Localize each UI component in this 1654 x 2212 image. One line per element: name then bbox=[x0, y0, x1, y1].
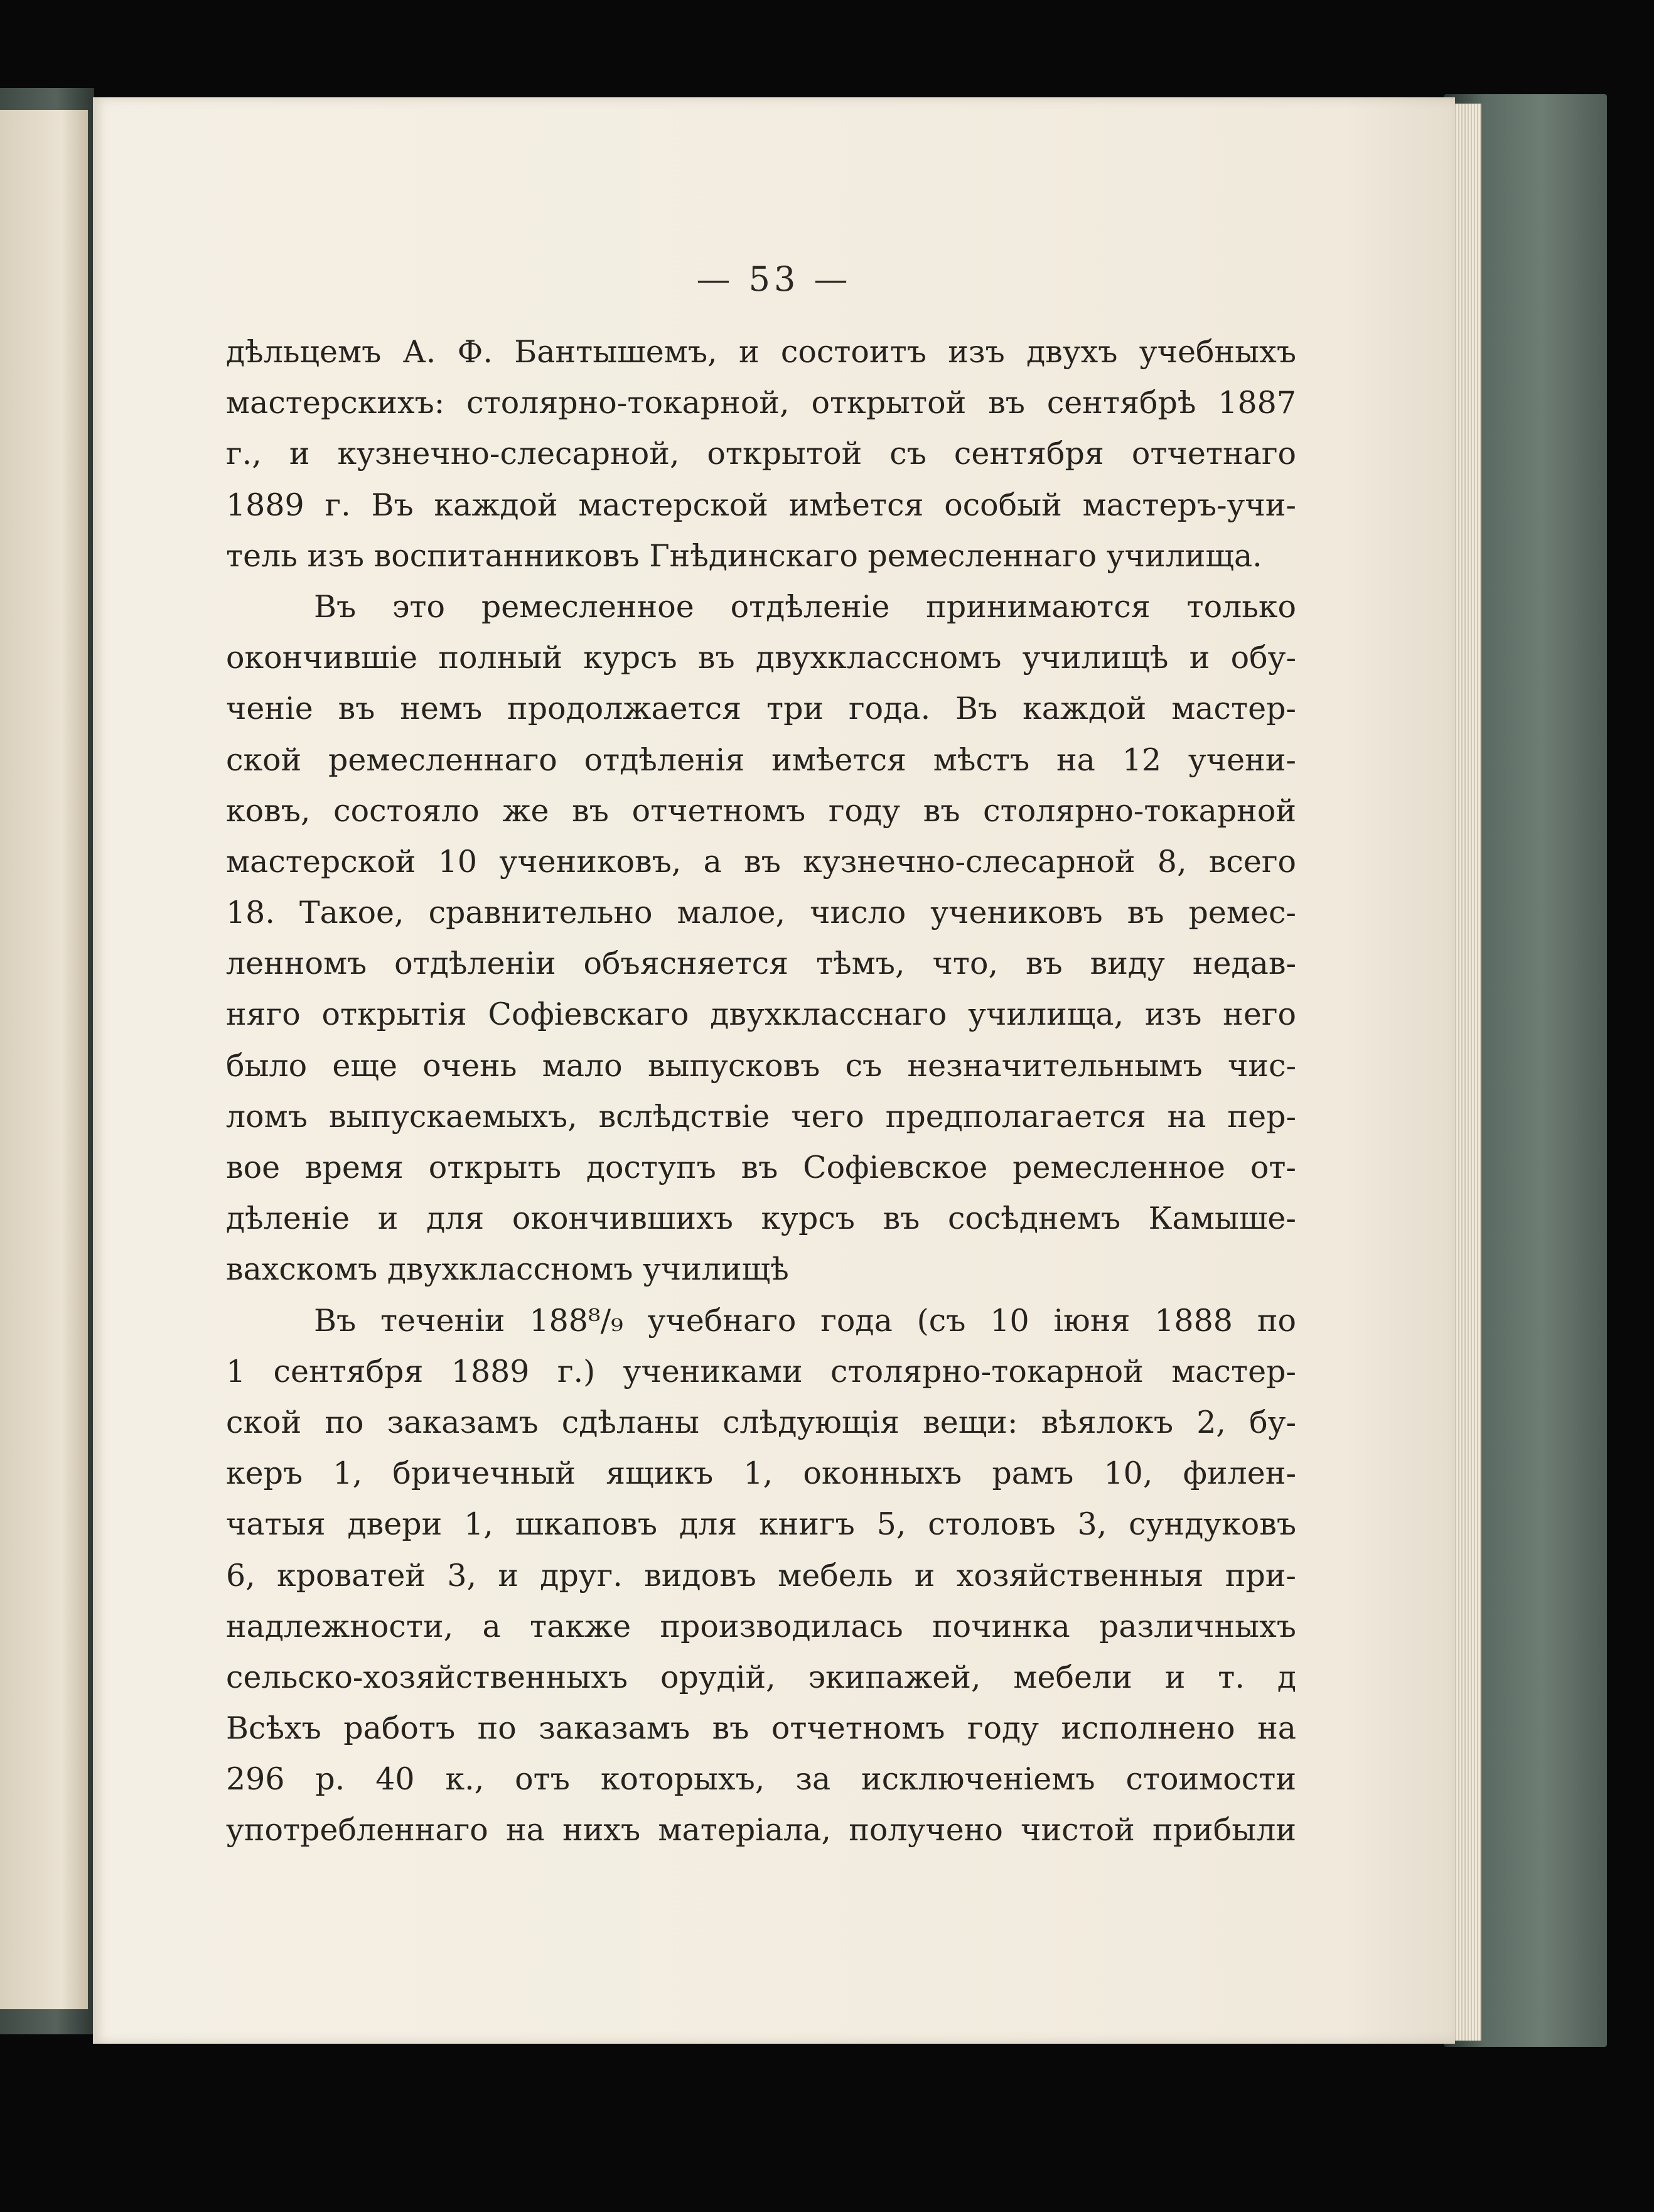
paragraph bbox=[226, 581, 1296, 1295]
text-line: вое время открыть доступъ въ Софіевское ремесленное от- bbox=[226, 1150, 1296, 1185]
text-line: 6, кроватей 3, и друг. видовъ мебель и хозяйственныя при- bbox=[226, 1557, 1296, 1594]
text-line: ской по заказамъ сдѣланы слѣдующія вещи: вѣялокъ 2, бу- bbox=[226, 1404, 1296, 1440]
text-line: керъ 1, бричечный ящикъ 1, оконныхъ рамъ 10, филен- bbox=[226, 1455, 1296, 1492]
paragraph bbox=[226, 1295, 1296, 1856]
previous-page-edge bbox=[0, 110, 88, 2009]
text-line: няго открытія Софіевскаго двухкласснаго училища, изъ него bbox=[226, 996, 1296, 1033]
text-line: вахскомъ двухклассномъ училищѣ bbox=[226, 1251, 789, 1288]
text-line: мастерскихъ: столярно-токарной, открытой въ сентябрѣ 1887 bbox=[226, 385, 1296, 421]
text-line: чатыя двери 1, шкаповъ для книгъ 5, столовъ 3, сундуковъ bbox=[226, 1506, 1296, 1543]
text-line: надлежности, а также производилась починка различныхъ bbox=[226, 1608, 1296, 1644]
text-line: 1 сентября 1889 г.) учениками столярно-токарной мастер- bbox=[226, 1353, 1296, 1389]
text-line: Всѣхъ работъ по заказамъ въ отчетномъ году исполнено на bbox=[226, 1710, 1296, 1747]
text-line: дѣленіе и для окончившихъ курсъ въ сосѣднемъ Камыше- bbox=[226, 1200, 1296, 1237]
text-line: ленномъ отдѣленіи объясняется тѣмъ, что, въ виду недав- bbox=[226, 946, 1296, 982]
text-line: тель изъ воспитанниковъ Гнѣдинскаго ремесленнаго училища. bbox=[226, 537, 1262, 574]
page-number: — 53 — bbox=[696, 259, 852, 299]
page-body-text bbox=[226, 326, 1296, 1856]
paragraph bbox=[226, 326, 1296, 581]
text-line: дѣльцемъ А. Ф. Бантышемъ, и состоитъ изъ двухъ учебныхъ bbox=[226, 334, 1296, 370]
text-line: 18. Такое, сравнительно малое, число учениковъ въ ремес- bbox=[226, 895, 1296, 931]
text-line: мастерской 10 учениковъ, а въ кузнечно-слесарной 8, всего bbox=[226, 843, 1296, 880]
text-line: ской ремесленнаго отдѣленія имѣется мѣстъ на 12 учени- bbox=[226, 742, 1296, 778]
text-line: 1889 г. Въ каждой мастерской имѣется особый мастеръ-учи- bbox=[226, 487, 1296, 523]
text-line: было еще очень мало выпусковъ съ незначительнымъ чис- bbox=[226, 1047, 1296, 1084]
book-page bbox=[93, 97, 1455, 2044]
text-line: окончившіе полный курсъ въ двухклассномъ училищѣ и обу- bbox=[226, 640, 1296, 676]
text-line: сельско-хозяйственныхъ орудій, экипажей, мебели и т. д bbox=[226, 1659, 1296, 1695]
text-line: Въ теченіи 188⁸/₉ учебнаго года (съ 10 іюня 1888 по bbox=[314, 1302, 1296, 1339]
text-line: ломъ выпускаемыхъ, вслѣдствіе чего предполагается на пер- bbox=[226, 1098, 1296, 1135]
text-line: употребленнаго на нихъ матеріала, получено чистой прибыли bbox=[226, 1812, 1296, 1848]
text-line: Въ это ремесленное отдѣленіе принимаются только bbox=[314, 588, 1296, 625]
text-line: г., и кузнечно-слесарной, открытой съ сентября отчетнаго bbox=[226, 436, 1296, 472]
text-line: 296 р. 40 к., отъ которыхъ, за исключеніемъ стоимости bbox=[226, 1761, 1296, 1798]
text-line: ченіе въ немъ продолжается три года. Въ каждой мастер- bbox=[226, 691, 1296, 727]
text-line: ковъ, состояло же въ отчетномъ году въ столярно-токарной bbox=[226, 792, 1296, 829]
